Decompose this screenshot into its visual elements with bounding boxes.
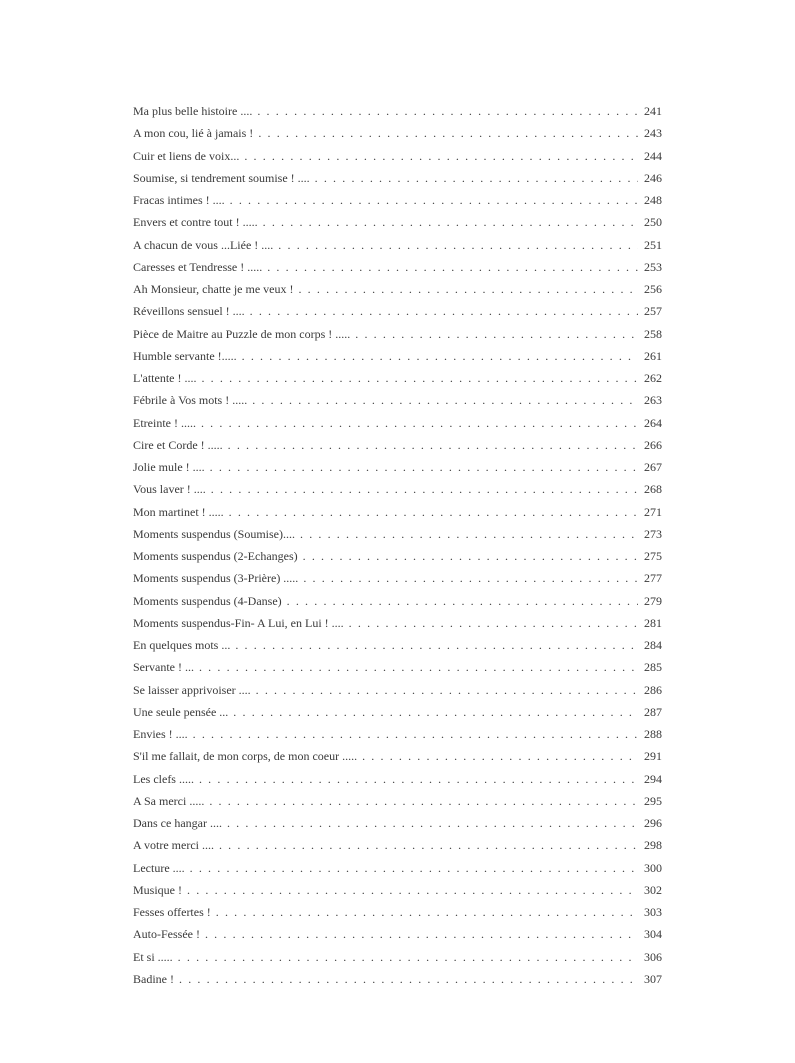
toc-entry [133,590,662,612]
toc-entry-page-number: 243 [644,126,662,141]
dot-leader [298,278,638,300]
toc-entry-title: En quelques mots ... [133,638,231,652]
dot-leader [216,901,638,923]
dot-leader [178,946,638,968]
toc-entry-page-number: 279 [644,593,662,608]
toc-entry-title: Ah Monsieur, chatte je me veux ! [133,282,294,296]
toc-entry-title: Pièce de Maitre au Puzzle de mon corps ! ..... [133,326,351,341]
dot-leader [227,812,638,834]
toc-entry-title: Lecture .... [133,860,185,875]
toc-entry-title: Ma plus belle histoire .... [133,104,253,118]
dot-leader [230,189,638,211]
dot-leader [362,745,638,767]
dot-leader [244,145,638,167]
toc-entry [133,211,662,233]
dot-leader [190,857,638,879]
toc-entry-title: Les clefs ..... [133,771,194,786]
dot-leader [257,100,638,122]
toc-entry [133,167,662,189]
toc-entry-page-number: 304 [644,927,662,942]
dot-leader [201,412,638,434]
toc-entry [133,679,662,701]
toc-entry-page-number: 251 [644,237,662,252]
dot-leader [209,790,638,812]
toc-entry [133,323,662,345]
toc-entry-page-number: 286 [644,682,662,697]
toc-entry [133,456,662,478]
dot-leader [187,879,638,901]
toc-entry-title: A Sa merci ..... [133,793,205,808]
toc-entry-page-number: 253 [644,259,662,274]
toc-entry-title: Jolie mule ! .... [133,460,205,474]
dot-leader [228,434,638,456]
toc-entry-page-number: 258 [644,326,662,341]
toc-entry-page-number: 261 [644,348,662,363]
toc-entry [133,300,662,322]
toc-entry-page-number: 256 [644,282,662,296]
toc-entry [133,545,662,567]
toc-entry [133,412,662,434]
toc-entry [133,145,662,167]
dot-leader [252,389,638,411]
toc-entry-title: Envies ! .... [133,727,188,741]
toc-entry [133,567,662,589]
dot-leader [263,211,638,233]
toc-entry-page-number: 291 [644,749,662,764]
toc-entry-page-number: 262 [644,371,662,385]
toc-entry-page-number: 246 [644,170,662,185]
dot-leader [193,723,638,745]
toc-entry-page-number: 266 [644,437,662,452]
toc-list [133,100,662,990]
toc-entry-title: Mon martinet ! ..... [133,504,224,519]
toc-entry-page-number: 284 [644,638,662,652]
toc-entry [133,612,662,634]
toc-entry-title: Dans ce hangar .... [133,816,222,830]
dot-leader [287,590,638,612]
toc-entry-page-number: 267 [644,460,662,474]
toc-entry [133,478,662,500]
toc-entry-title: Une seule pensée ... [133,704,229,719]
toc-entry-title: L'attente ! .... [133,371,197,385]
dot-leader [205,923,638,945]
toc-entry-title: Fébrile à Vos mots ! ..... [133,393,248,408]
toc-entry-title: Cire et Corde ! ..... [133,437,223,452]
toc-entry [133,834,662,856]
toc-entry-title: Humble servante !..... [133,348,237,363]
toc-entry [133,345,662,367]
toc-entry [133,879,662,901]
toc-entry [133,189,662,211]
toc-entry-title: Moments suspendus (2-Echanges) [133,549,298,563]
dot-leader [349,612,638,634]
dot-leader [300,523,638,545]
toc-entry [133,278,662,300]
toc-entry-title: Réveillons sensuel ! .... [133,304,245,319]
dot-leader [256,679,638,701]
dot-leader [211,478,638,500]
toc-entry-title: Moments suspendus (4-Danse) [133,593,282,608]
toc-entry [133,389,662,411]
toc-entry [133,946,662,968]
dot-leader [233,701,638,723]
toc-entry [133,234,662,256]
dot-leader [199,656,638,678]
toc-entry-page-number: 294 [644,771,662,786]
dot-leader [219,834,638,856]
toc-entry-title: Cuir et liens de voix... [133,148,240,163]
toc-entry [133,122,662,144]
toc-entry-title: Vous laver ! .... [133,482,206,497]
toc-entry [133,901,662,923]
toc-entry-page-number: 303 [644,905,662,919]
toc-entry [133,367,662,389]
toc-entry-page-number: 244 [644,148,662,163]
toc-entry [133,923,662,945]
toc-entry-page-number: 250 [644,215,662,230]
toc-entry-page-number: 241 [644,104,662,118]
toc-entry-page-number: 271 [644,504,662,519]
toc-entry-page-number: 285 [644,660,662,675]
toc-entry-page-number: 295 [644,793,662,808]
dot-leader [201,367,638,389]
toc-entry-page-number: 263 [644,393,662,408]
toc-entry [133,768,662,790]
toc-entry-page-number: 307 [644,971,662,986]
toc-entry-title: S'il me fallait, de mon corps, de mon coeur ..... [133,749,358,764]
dot-leader [267,256,638,278]
toc-entry-page-number: 277 [644,571,662,586]
toc-entry-title: Soumise, si tendrement soumise ! .... [133,170,310,185]
toc-entry-page-number: 302 [644,882,662,897]
toc-entry [133,812,662,834]
toc-entry-title: Moments suspendus-Fin- A Lui, en Lui ! .... [133,615,344,630]
dot-leader [250,300,638,322]
toc-entry-title: Se laisser apprivoiser .... [133,682,251,697]
toc-entry-page-number: 275 [644,549,662,563]
dot-leader [235,634,638,656]
dot-leader [199,768,638,790]
toc-entry [133,790,662,812]
dot-leader [278,234,638,256]
toc-entry-title: Moments suspendus (Soumise).... [133,526,295,541]
toc-entry-page-number: 306 [644,949,662,964]
toc-entry [133,745,662,767]
toc-entry-page-number: 288 [644,727,662,741]
toc-entry [133,656,662,678]
toc-entry [133,968,662,990]
toc-entry-title: Musique ! [133,882,182,897]
dot-leader [303,545,638,567]
toc-entry-page-number: 296 [644,816,662,830]
dot-leader [242,345,638,367]
toc-entry [133,501,662,523]
toc-entry-page-number: 257 [644,304,662,319]
toc-entry-title: A chacun de vous ...Liée ! .... [133,237,274,252]
toc-entry-page-number: 300 [644,860,662,875]
toc-entry-page-number: 281 [644,615,662,630]
toc-entry-page-number: 287 [644,704,662,719]
toc-entry-title: Auto-Fessée ! [133,927,200,942]
dot-leader [229,501,638,523]
toc-entry-title: Servante ! ... [133,660,194,675]
toc-entry-page-number: 298 [644,838,662,853]
dot-leader [258,122,638,144]
toc-entry-page-number: 264 [644,415,662,430]
toc-entry-title: A votre merci .... [133,838,214,853]
toc-entry-title: Fracas intimes ! .... [133,193,225,207]
toc-entry-page-number: 268 [644,482,662,497]
toc-entry-title: Moments suspendus (3-Prière) ..... [133,571,299,586]
toc-entry-title: Etreinte ! ..... [133,415,196,430]
toc-entry [133,634,662,656]
toc-entry [133,434,662,456]
toc-entry [133,701,662,723]
toc-entry [133,857,662,879]
toc-entry [133,723,662,745]
dot-leader [210,456,638,478]
dot-leader [179,968,638,990]
dot-leader [315,167,638,189]
toc-entry-title: Caresses et Tendresse ! ..... [133,259,263,274]
toc-entry [133,256,662,278]
dot-leader [303,567,638,589]
toc-entry [133,523,662,545]
dot-leader [355,323,638,345]
toc-entry-title: Et si ..... [133,949,173,964]
toc-entry-title: Envers et contre tout ! ..... [133,215,258,230]
toc-entry-page-number: 273 [644,526,662,541]
toc-entry-title: Fesses offertes ! [133,905,211,919]
toc-entry-page-number: 248 [644,193,662,207]
toc-entry-title: A mon cou, lié à jamais ! [133,126,254,141]
toc-entry [133,100,662,122]
toc-entry-title: Badine ! [133,971,174,986]
